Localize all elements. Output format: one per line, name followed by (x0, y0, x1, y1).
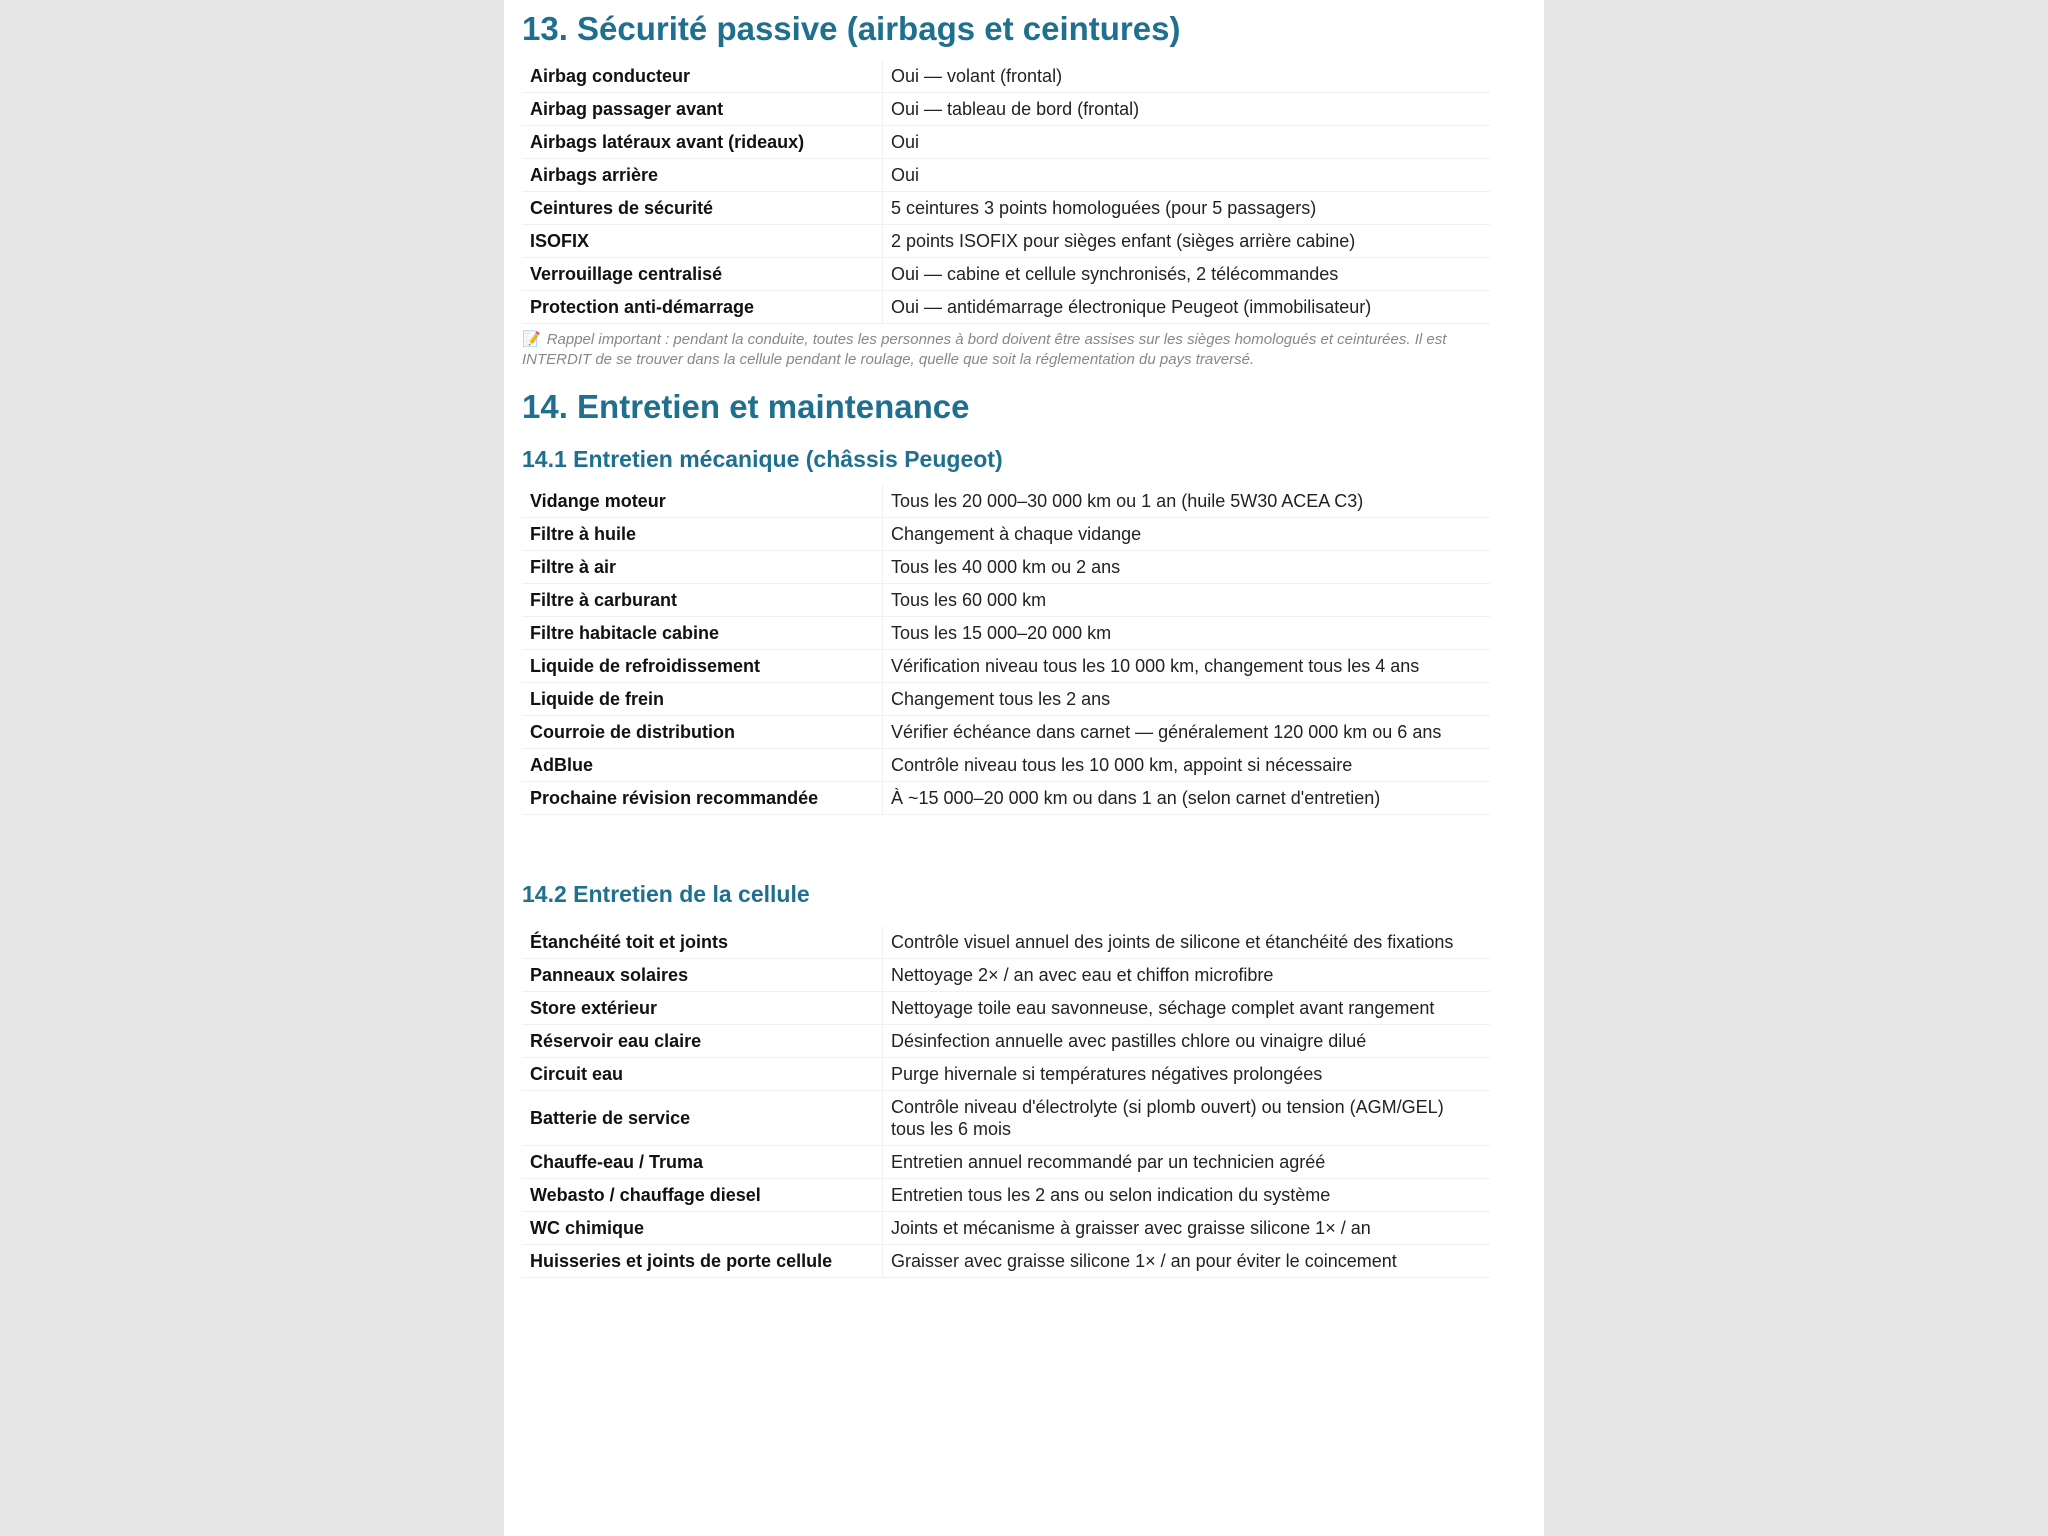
table-row (522, 1179, 1490, 1212)
row-value: Désinfection annuelle avec pastilles chlore ou vinaigre dilué (883, 1025, 1491, 1058)
row-label: Verrouillage centralisé (522, 258, 883, 291)
row-value: Tous les 60 000 km (883, 584, 1491, 617)
row-label: Vidange moteur (522, 485, 883, 518)
row-value: Tous les 20 000–30 000 km ou 1 an (huile 5W30 ACEA C3) (883, 485, 1491, 518)
row-value: Nettoyage 2× / an avec eau et chiffon microfibre (883, 959, 1491, 992)
row-label: Filtre habitacle cabine (522, 617, 883, 650)
table-row (522, 1058, 1490, 1091)
row-label: Étanchéité toit et joints (522, 926, 883, 959)
table-row (522, 1091, 1490, 1146)
row-value: Oui — volant (frontal) (883, 60, 1491, 93)
row-value: Contrôle niveau d'électrolyte (si plomb ouvert) ou tension (AGM/GEL) tous les 6 mois (883, 1091, 1491, 1146)
row-value: 5 ceintures 3 points homologuées (pour 5 passagers) (883, 192, 1491, 225)
row-label: Filtre à huile (522, 518, 883, 551)
row-label: Courroie de distribution (522, 716, 883, 749)
row-label: Airbag conducteur (522, 60, 883, 93)
table-row (522, 159, 1490, 192)
table-row (522, 959, 1490, 992)
table-row (522, 650, 1490, 683)
row-value: Entretien tous les 2 ans ou selon indication du système (883, 1179, 1491, 1212)
row-label: Panneaux solaires (522, 959, 883, 992)
table-row (522, 716, 1490, 749)
table-row (522, 485, 1490, 518)
table-row (522, 926, 1490, 959)
table-row (522, 1146, 1490, 1179)
table-row (522, 60, 1490, 93)
table-row (522, 1212, 1490, 1245)
row-label: Protection anti-démarrage (522, 291, 883, 324)
section-14-title: 14. Entretien et maintenance (522, 388, 970, 425)
row-value: Oui — cabine et cellule synchronisés, 2 télécommandes (883, 258, 1491, 291)
row-value: Oui (883, 159, 1491, 192)
subsection-14-1-title: 14.1 Entretien mécanique (châssis Peugeot) (522, 446, 1003, 472)
row-value: Tous les 40 000 km ou 2 ans (883, 551, 1491, 584)
table-row (522, 518, 1490, 551)
row-label: Liquide de refroidissement (522, 650, 883, 683)
row-label: Huisseries et joints de porte cellule (522, 1245, 883, 1278)
row-value: Contrôle niveau tous les 10 000 km, appoint si nécessaire (883, 749, 1491, 782)
row-value: 2 points ISOFIX pour sièges enfant (sièges arrière cabine) (883, 225, 1491, 258)
row-value: Oui — antidémarrage électronique Peugeot (immobilisateur) (883, 291, 1491, 324)
row-label: Chauffe-eau / Truma (522, 1146, 883, 1179)
table-row (522, 683, 1490, 716)
row-value: Oui — tableau de bord (frontal) (883, 93, 1491, 126)
row-value: À ~15 000–20 000 km ou dans 1 an (selon carnet d'entretien) (883, 782, 1491, 815)
row-value: Contrôle visuel annuel des joints de silicone et étanchéité des fixations (883, 926, 1491, 959)
row-value: Changement à chaque vidange (883, 518, 1491, 551)
table-row (522, 258, 1490, 291)
row-label: Batterie de service (522, 1091, 883, 1146)
row-label: Airbags latéraux avant (rideaux) (522, 126, 883, 159)
row-label: Liquide de frein (522, 683, 883, 716)
section-13-title: 13. Sécurité passive (airbags et ceintures) (522, 10, 1181, 47)
row-label: AdBlue (522, 749, 883, 782)
row-label: WC chimique (522, 1212, 883, 1245)
row-label: Ceintures de sécurité (522, 192, 883, 225)
document-content (504, 0, 1544, 1278)
mechanical-maintenance-table (522, 485, 1490, 815)
row-value: Oui (883, 126, 1491, 159)
safety-reminder-note (522, 330, 1490, 370)
table-row (522, 93, 1490, 126)
row-label: Airbag passager avant (522, 93, 883, 126)
table-row (522, 617, 1490, 650)
row-label: Filtre à air (522, 551, 883, 584)
safety-reminder-text: Rappel important : pendant la conduite, toutes les personnes à bord doivent être assises sur les sièges homologués et ceinturées. Il est INTERDIT de se trouver dans la cellule pendant le roulage, quelle que soit la réglementation du pays traversé. (522, 331, 1447, 368)
cell-maintenance-table (522, 926, 1490, 1278)
row-label: Réservoir eau claire (522, 1025, 883, 1058)
row-value: Entretien annuel recommandé par un technicien agréé (883, 1146, 1491, 1179)
document-page (504, 0, 1544, 1536)
table-row (522, 1245, 1490, 1278)
row-label: Filtre à carburant (522, 584, 883, 617)
table-row (522, 749, 1490, 782)
row-value: Purge hivernale si températures négatives prolongées (883, 1058, 1491, 1091)
row-label: Circuit eau (522, 1058, 883, 1091)
row-value: Graisser avec graisse silicone 1× / an pour éviter le coincement (883, 1245, 1491, 1278)
row-label: Airbags arrière (522, 159, 883, 192)
row-value: Tous les 15 000–20 000 km (883, 617, 1491, 650)
row-value: Vérification niveau tous les 10 000 km, changement tous les 4 ans (883, 650, 1491, 683)
subsection-14-2-title: 14.2 Entretien de la cellule (522, 881, 810, 907)
table-row (522, 291, 1490, 324)
row-label: Webasto / chauffage diesel (522, 1179, 883, 1212)
memo-icon: 📝 (522, 331, 541, 348)
passive-safety-table (522, 60, 1490, 324)
row-value: Vérifier échéance dans carnet — généralement 120 000 km ou 6 ans (883, 716, 1491, 749)
row-value: Nettoyage toile eau savonneuse, séchage complet avant rangement (883, 992, 1491, 1025)
table-row (522, 992, 1490, 1025)
row-value: Joints et mécanisme à graisser avec graisse silicone 1× / an (883, 1212, 1491, 1245)
table-row (522, 1025, 1490, 1058)
row-label: ISOFIX (522, 225, 883, 258)
row-value: Changement tous les 2 ans (883, 683, 1491, 716)
table-row (522, 584, 1490, 617)
row-label: Store extérieur (522, 992, 883, 1025)
table-row (522, 192, 1490, 225)
table-row (522, 782, 1490, 815)
table-row (522, 551, 1490, 584)
table-row (522, 126, 1490, 159)
table-row (522, 225, 1490, 258)
row-label: Prochaine révision recommandée (522, 782, 883, 815)
